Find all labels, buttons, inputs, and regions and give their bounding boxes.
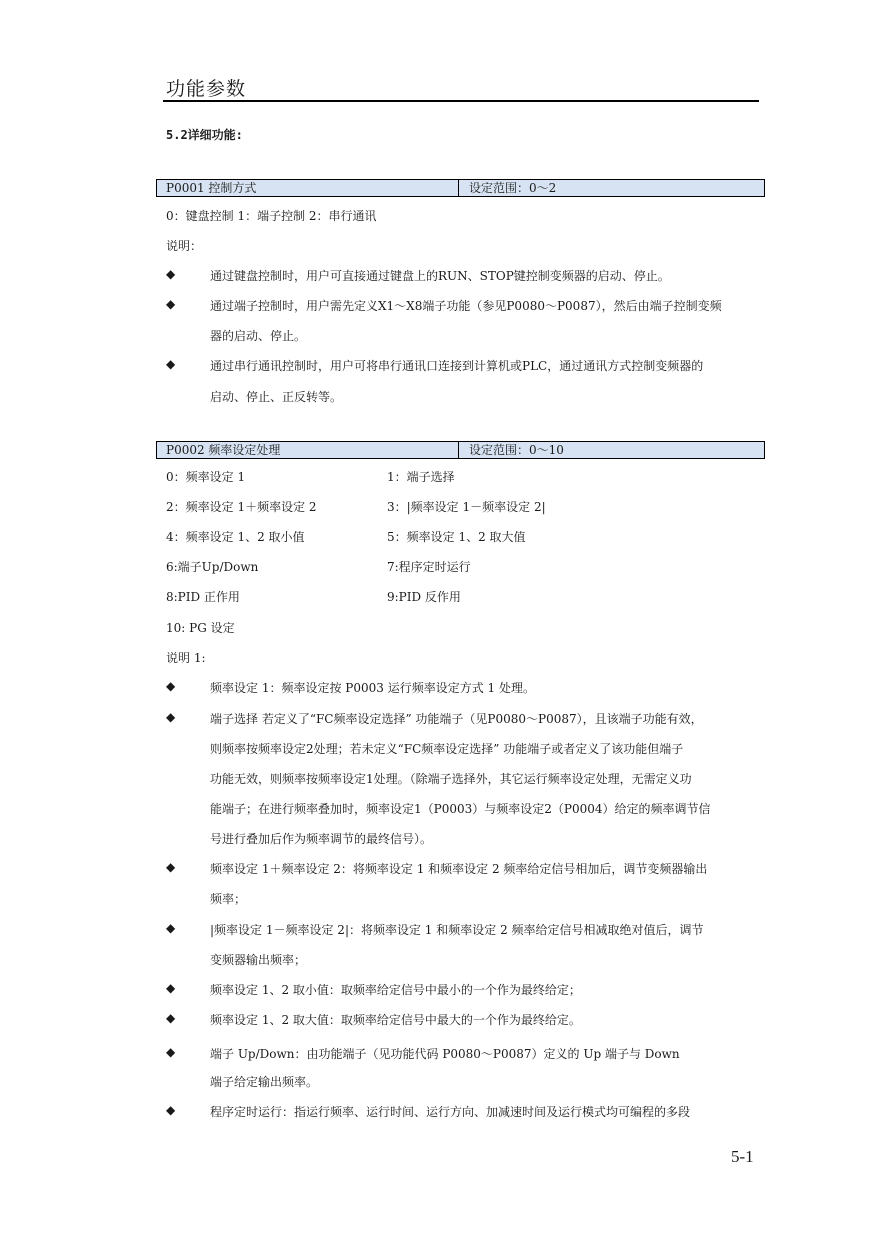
option-item: 9:PID 反作用 [387, 590, 461, 604]
param-name: P0002 频率设定处理 [157, 442, 459, 458]
option-item: 5：频率设定 1、2 取大值 [387, 530, 526, 544]
bullet-text: 端子给定输出频率。 [210, 1075, 319, 1089]
bullet-text: 频率设定 1：频率设定按 P0003 运行频率设定方式 1 处理。 [210, 681, 535, 695]
option-item: 3：|频率设定 1－频率设定 2| [387, 500, 546, 514]
bullet-text: |频率设定 1－频率设定 2|：将频率设定 1 和频率设定 2 频率给定信号相减取绝对值后，调节 [210, 923, 704, 937]
page-header-title: 功能参数 [166, 78, 247, 100]
bullet-icon: ◆ [166, 267, 176, 281]
note-label: 说明 1: [166, 651, 206, 665]
bullet-text: 则频率按频率设定2处理；若未定义“FC频率设定选择” 功能端子或者定义了该功能但端子 [210, 742, 684, 756]
option-item: 8:PID 正作用 [166, 590, 240, 604]
bullet-text: 通过端子控制时，用户需先定义X1～X8端子功能（参见P0080～P0087），然后由端子控制变频 [210, 299, 722, 313]
bullet-icon: ◆ [166, 710, 176, 724]
bullet-icon: ◆ [166, 860, 176, 874]
header-divider [163, 100, 759, 102]
option-item: 1：端子选择 [387, 470, 455, 484]
bullet-text: 器的启动、停止。 [210, 329, 307, 343]
section-title: 5.2详细功能: [166, 128, 243, 142]
bullet-text: 变频器输出频率； [210, 953, 307, 967]
bullet-icon: ◆ [166, 1045, 176, 1059]
bullet-text: 程序定时运行：指运行频率、运行时间、运行方向、加减速时间及运行模式均可编程的多段 [210, 1105, 691, 1119]
note-label: 说明： [166, 239, 203, 253]
bullet-icon: ◆ [166, 921, 176, 935]
bullet-text: 端子选择 若定义了“FC频率设定选择” 功能端子（见P0080～P0087），且该端子功能有效， [210, 712, 703, 726]
bullet-text: 启动、停止、正反转等。 [210, 390, 343, 404]
bullet-icon: ◆ [166, 297, 176, 311]
param-range: 设定范围：0～10 [469, 443, 564, 457]
page-number: 5-1 [731, 1147, 754, 1166]
bullet-text: 端子 Up/Down：由功能端子（见功能代码 P0080～P0087）定义的 Up 端子与 Down [210, 1047, 680, 1061]
param-name: P0001 控制方式 [157, 180, 459, 196]
param-options: 0：键盘控制 1：端子控制 2：串行通讯 [166, 209, 377, 223]
param-box-p0002 [156, 441, 765, 459]
bullet-icon: ◆ [166, 1103, 176, 1117]
bullet-icon: ◆ [166, 1011, 176, 1025]
bullet-text: 频率设定 1、2 取大值：取频率给定信号中最大的一个作为最终给定。 [210, 1013, 581, 1027]
option-item: 4：频率设定 1、2 取小值 [166, 530, 305, 544]
bullet-icon: ◆ [166, 679, 176, 693]
bullet-icon: ◆ [166, 357, 176, 371]
option-item: 10: PG 设定 [166, 621, 235, 635]
bullet-text: 功能无效，则频率按频率设定1处理。（除端子选择外，其它运行频率设定处理，无需定义功 [210, 772, 692, 786]
param-range: 设定范围：0～2 [469, 181, 557, 195]
bullet-icon: ◆ [166, 981, 176, 995]
option-item: 0：频率设定 1 [166, 470, 246, 484]
bullet-text: 频率设定 1＋频率设定 2：将频率设定 1 和频率设定 2 频率给定信号相加后，调节变频器输出 [210, 862, 708, 876]
bullet-text: 号进行叠加后作为频率调节的最终信号）。 [210, 832, 433, 846]
option-item: 6:端子Up/Down [166, 560, 259, 574]
bullet-text: 频率设定 1、2 取小值：取频率给定信号中最小的一个作为最终给定； [210, 983, 581, 997]
option-item: 7:程序定时运行 [387, 560, 471, 574]
bullet-text: 通过键盘控制时，用户可直接通过键盘上的RUN、STOP键控制变频器的启动、停止。 [210, 269, 670, 283]
bullet-text: 能端子；在进行频率叠加时，频率设定1（P0003）与频率设定2（P0004）给定的频率调节信 [210, 802, 711, 816]
param-box-p0001 [156, 179, 765, 197]
bullet-text: 通过串行通讯控制时，用户可将串行通讯口连接到计算机或PLC，通过通讯方式控制变频器的 [210, 359, 704, 373]
bullet-text: 频率； [210, 892, 247, 906]
option-item: 2：频率设定 1＋频率设定 2 [166, 500, 317, 514]
